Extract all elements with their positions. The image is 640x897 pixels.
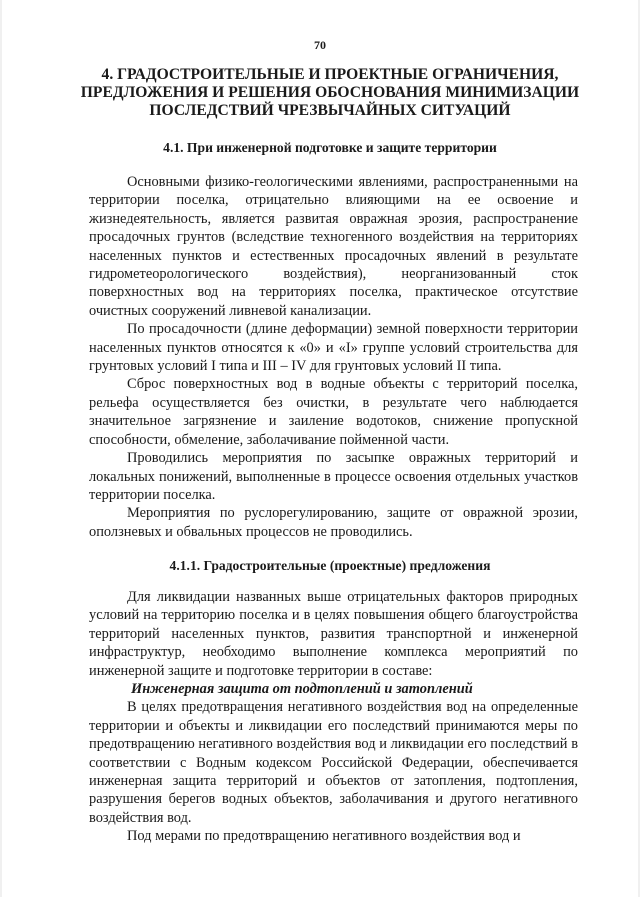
- main-heading-line: ПОСЛЕДСТВИЙ ЧРЕЗВЫЧАЙНЫХ СИТУАЦИЙ: [149, 102, 511, 119]
- paragraph: По просадочности (длине деформации) земной поверхности территории населенных пунктов относятся к «0» и «I» группе условий строительства для грунтовых условий I типа и III – IV для грунтовых условий II типа.: [89, 321, 578, 375]
- paragraph: Основными физико-геологическими явлениями, распространенными на территории поселка, отрицательно влияющими на ее освоение и жизнедеятельность, является развитая овражная эрозия, распространение просадочных грунтов (вследствие техногенного воздействия на территориях населенных пунктов и естественных просадочных явлений в результате гидрометеорологического воздействия), неорганизованный сток поверхностных вод на территориях поселка, практическое отсутствие очистных сооружений ливневой канализации.: [89, 174, 578, 319]
- page-left-edge: [0, 0, 2, 897]
- main-heading-line: 4. ГРАДОСТРОИТЕЛЬНЫЕ И ПРОЕКТНЫЕ ОГРАНИЧЕНИЯ,: [101, 66, 559, 83]
- paragraph: Проводились мероприятия по засыпке овражных территорий и локальных понижений, выполненные в процессе освоения отдельных участков территории поселка.: [89, 450, 578, 503]
- paragraph-intro: Для ликвидации названных выше отрицательных факторов природных условий на территорию поселка и в целях повышения общего благоустройства территорий населенных пунктов, развития транспортной и инженерной инфраструктур, необходимо выполнение комплекса мероприятий по инженерной защите и подготовке территории в составе:: [89, 589, 578, 679]
- main-heading-line: ПРЕДЛОЖЕНИЯ И РЕШЕНИЯ ОБОСНОВАНИЯ МИНИМИЗАЦИИ: [80, 84, 580, 101]
- subheading-flood-protection: Инженерная защита от подтоплений и затоплений: [131, 681, 473, 698]
- main-heading: [80, 66, 580, 120]
- section-4-1-1-body: [89, 588, 578, 846]
- section-heading-4-1: 4.1. При инженерной подготовке и защите территории: [163, 140, 497, 155]
- paragraph: Мероприятия по руслорегулированию, защите от овражной эрозии, оползневых и обвальных процессов не проводились.: [89, 505, 578, 540]
- page-number: 70: [314, 38, 326, 52]
- paragraph: В целях предотвращения негативного воздействия вод на определенные территории и объекты и ликвидации его последствий принимаются меры по предотвращению негативного воздействия вод и ликвидации его последствий в соответствии с Водным кодексом Российской Федерации, обеспечивается инженерная защита территорий и объектов от затопления, подтопления, разрушения берегов водных объектов, заболачивания и другого негативного воздействия вод.: [89, 699, 578, 826]
- paragraph: Сброс поверхностных вод в водные объекты с территорий поселка, рельефа осуществляется без очистки, в результате чего наблюдается значительное загрязнение и заиление водотоков, снижение пропускной способности, обмеление, заболачивание пойменной части.: [89, 376, 578, 448]
- section-4-1-body: [89, 173, 578, 541]
- section-heading-4-1-1: 4.1.1. Градостроительные (проектные) предложения: [169, 558, 491, 573]
- paragraph: Под мерами по предотвращению негативного воздействия вод и: [127, 828, 521, 845]
